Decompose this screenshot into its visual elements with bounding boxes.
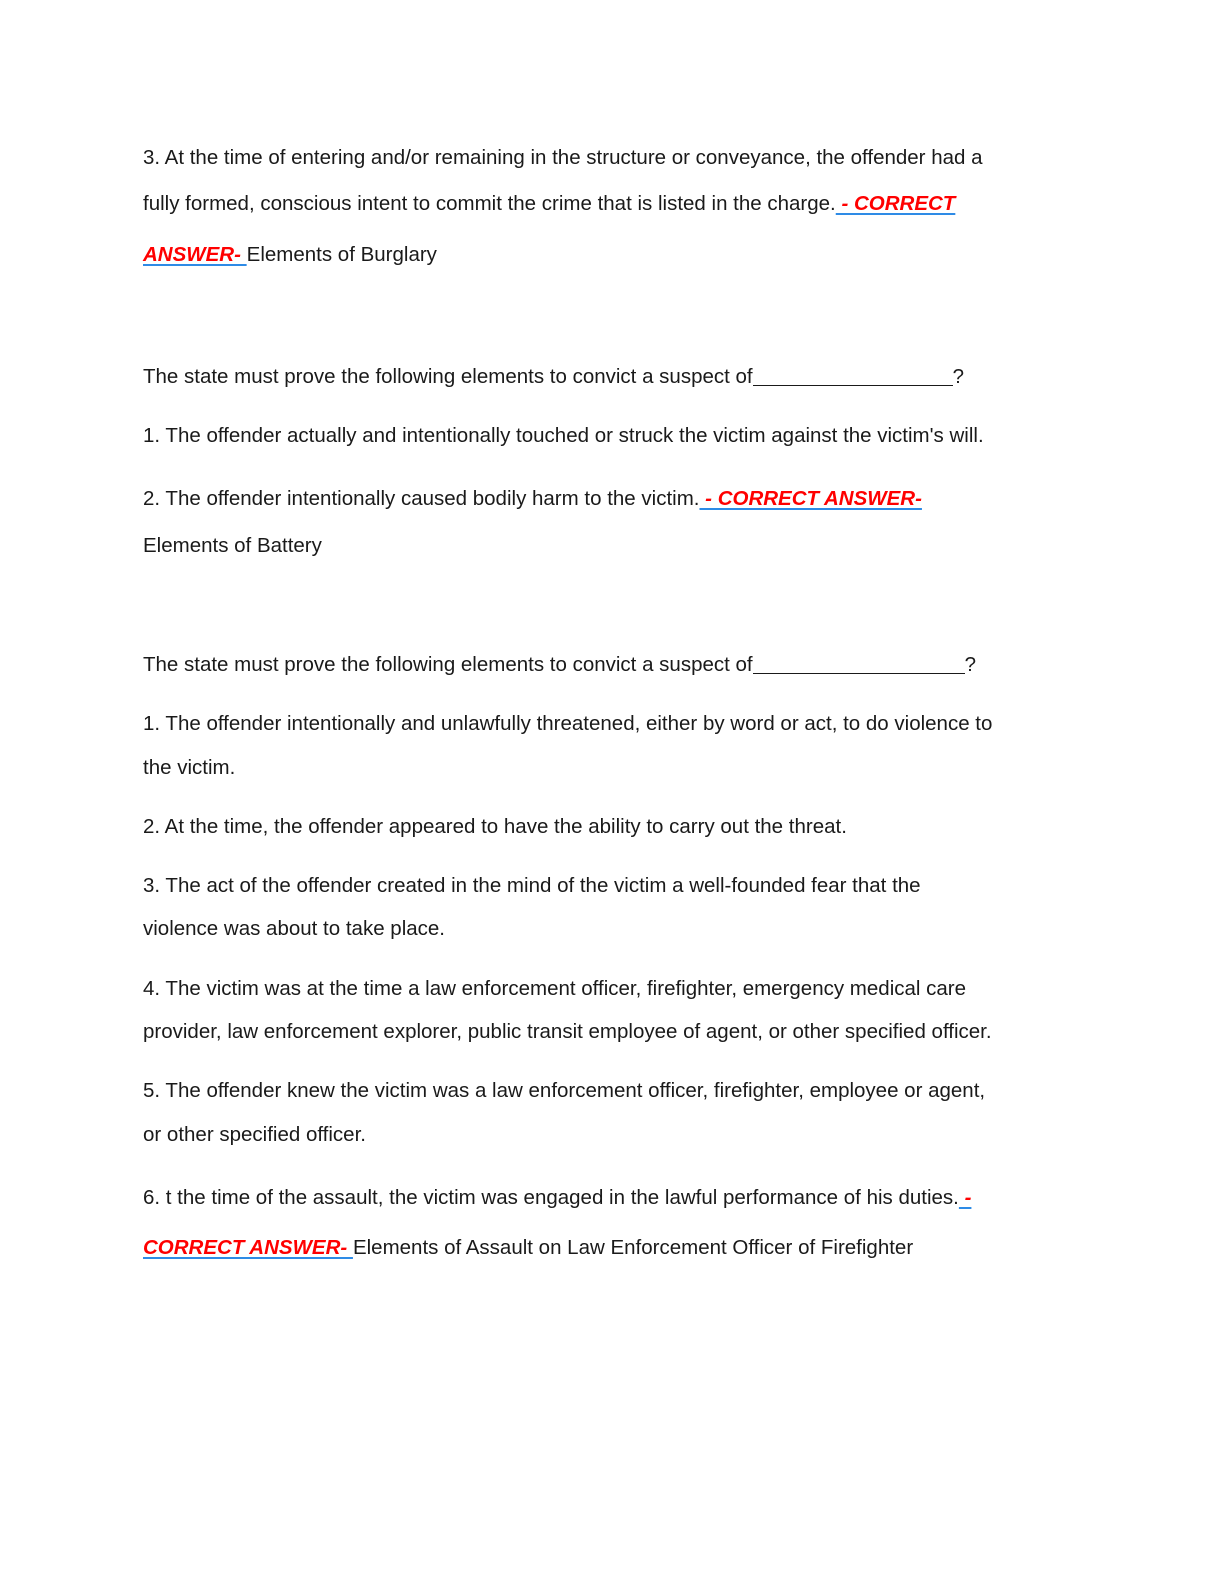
battery-item-2: 2. The offender intentionally caused bodily harm to the victim. (143, 487, 700, 510)
answer-text: Elements of Battery (143, 534, 322, 557)
assault-item-1-line-2: the victim. (143, 756, 236, 779)
correct-answer-marker: CORRECT ANSWER- (143, 1236, 353, 1259)
assault-item-4-line-1: 4. The victim was at the time a law enforcement officer, firefighter, emergency medical care (143, 977, 967, 1000)
battery-item-2-line (143, 486, 922, 512)
assault-item-6-line (143, 1185, 971, 1211)
assault-item-6: 6. t the time of the assault, the victim was engaged in the lawful performance of his duties. (143, 1186, 959, 1209)
burglary-answer-line (143, 242, 437, 268)
correct-answer-marker: - CORRECT ANSWER- (699, 487, 922, 510)
assault-item-5-line-1: 5. The offender knew the victim was a law enforcement officer, firefighter, employee or agent, (143, 1079, 986, 1102)
answer-text: Elements of Burglary (246, 243, 437, 266)
answer-blank (753, 653, 965, 674)
assault-item-4-line-2: provider, law enforcement explorer, public transit employee of agent, or other specified officer. (143, 1020, 992, 1043)
assault-item-1-line-1: 1. The offender intentionally and unlawfully threatened, either by word or act, to do violence to (143, 712, 993, 735)
correct-answer-marker: ANSWER- (143, 243, 247, 266)
burglary-item-3-line-2 (143, 191, 955, 217)
document-page (143, 0, 1083, 1584)
answer-text: Elements of Assault on Law Enforcement Officer of Firefighter (352, 1236, 914, 1259)
assault-item-2: 2. At the time, the offender appeared to have the ability to carry out the threat. (143, 815, 847, 838)
battery-question (143, 364, 964, 390)
assault-answer-line (143, 1235, 913, 1261)
correct-answer-marker: - CORRECT (835, 192, 956, 215)
assault-question (143, 652, 976, 678)
question-text: The state must prove the following elements to convict a suspect of (143, 653, 753, 676)
question-mark: ? (964, 653, 977, 676)
question-mark: ? (952, 365, 965, 388)
answer-blank (753, 365, 953, 386)
assault-item-3-line-1: 3. The act of the offender created in the mind of the victim a well-founded fear that the (143, 874, 921, 897)
burglary-item-3-line-1: 3. At the time of entering and/or remaining in the structure or conveyance, the offender had a (143, 146, 983, 169)
question-text: The state must prove the following elements to convict a suspect of (143, 365, 753, 388)
assault-item-5-line-2: or other specified officer. (143, 1123, 366, 1146)
battery-item-1: 1. The offender actually and intentionally touched or struck the victim against the victim's will. (143, 424, 984, 447)
assault-item-3-line-2: violence was about to take place. (143, 917, 445, 940)
burglary-item-3-text: fully formed, conscious intent to commit the crime that is listed in the charge. (143, 192, 836, 215)
correct-answer-marker: - (958, 1186, 972, 1209)
